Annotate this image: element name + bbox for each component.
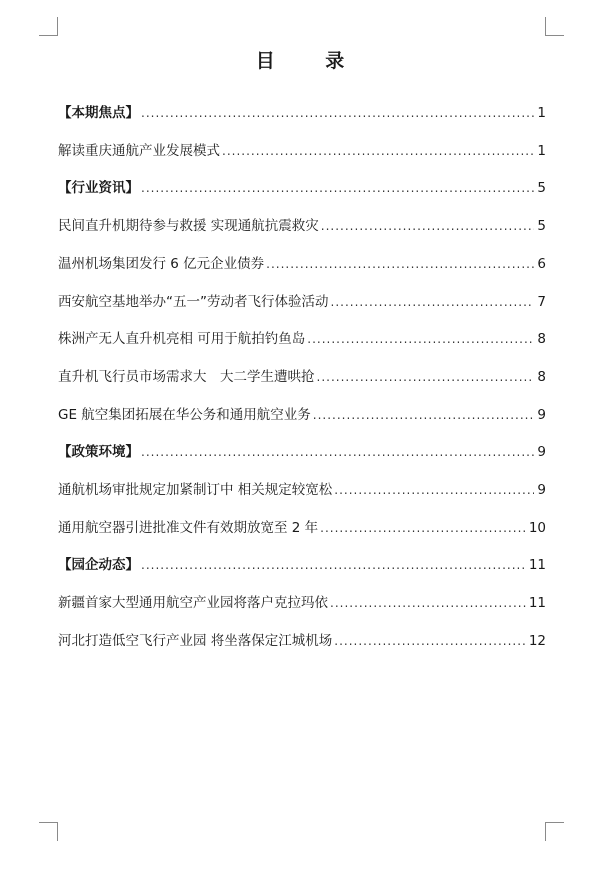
toc-dot-leader: [141, 555, 527, 575]
toc-entry-label: 新疆首家大型通用航空产业园将落户克拉玛依: [58, 595, 328, 612]
toc-dot-leader: [320, 518, 527, 538]
toc-dot-leader: [141, 103, 534, 123]
toc-section-heading[interactable]: [58, 555, 546, 575]
toc-entry[interactable]: [58, 593, 546, 613]
toc-entry-label: 温州机场集团发行 6 亿元企业债券: [58, 255, 265, 272]
toc-entry[interactable]: [58, 141, 546, 161]
toc-page-number: 5: [537, 180, 546, 197]
toc-dot-leader: [313, 405, 534, 425]
toc-page-number: 1: [537, 105, 546, 121]
toc-entry-label: 民间直升机期待参与救援 实现通航抗震救灾: [58, 218, 319, 235]
toc-dot-leader: [330, 593, 527, 613]
toc-page-number: 6: [537, 255, 546, 272]
toc-dot-leader: [321, 216, 534, 236]
toc-entry[interactable]: [58, 254, 546, 274]
toc-entry[interactable]: [58, 518, 546, 538]
toc-page-number: 1: [537, 142, 546, 159]
toc-entry-label: 株洲产无人直升机亮相 可用于航拍钓鱼岛: [58, 331, 306, 348]
toc-page-number: 9: [537, 444, 546, 461]
toc-dot-leader: [141, 442, 534, 462]
toc-entry-label: 西安航空基地举办“五一”劳动者飞行体验活动: [58, 293, 329, 310]
toc-page-number: 8: [537, 331, 546, 348]
toc-section-heading[interactable]: [58, 103, 546, 123]
toc-page-number: 5: [537, 218, 546, 235]
crop-mark-top-left: [39, 17, 58, 36]
toc-dot-leader: [222, 141, 534, 161]
toc-page-number: 11: [528, 595, 546, 612]
toc-entry-label: 河北打造低空飞行产业园 将坐落保定江城机场: [58, 632, 333, 649]
toc-dot-leader: [307, 329, 534, 349]
toc-page-number: 10: [528, 519, 546, 536]
toc-section-heading[interactable]: [58, 442, 546, 462]
toc-page-number: 9: [537, 406, 546, 423]
toc-entry-label: 解读重庆通航产业发展模式: [58, 142, 220, 159]
toc-entry-label: 直升机飞行员市场需求大 大二学生遭哄抢: [58, 368, 315, 385]
toc-entry[interactable]: [58, 631, 546, 651]
toc-entry[interactable]: [58, 329, 546, 349]
toc-page-number: 8: [537, 368, 546, 385]
crop-mark-bottom-left: [39, 822, 58, 841]
crop-mark-top-right: [545, 17, 564, 36]
toc-dot-leader: [334, 480, 534, 500]
toc-dot-leader: [331, 292, 535, 312]
toc-entry[interactable]: [58, 367, 546, 387]
toc-page-number: 9: [537, 482, 546, 498]
toc-entry-label: 通航机场审批规定加紧制订中 相关规定较宽松: [58, 482, 333, 498]
toc-dot-leader: [317, 367, 535, 387]
toc-dot-leader: [266, 254, 534, 274]
page-title: 目 录: [255, 50, 367, 72]
toc-entry-label: 通用航空器引进批准文件有效期放宽至 2 年: [58, 519, 319, 536]
toc-section-heading[interactable]: [58, 178, 546, 198]
toc-entry-label: 【行业资讯】: [58, 180, 139, 197]
toc-entry[interactable]: [58, 216, 546, 236]
toc-dot-leader: [141, 178, 534, 198]
toc-page-number: 11: [528, 557, 546, 574]
toc-entry[interactable]: [58, 292, 546, 312]
toc-page-number: 7: [537, 293, 546, 310]
toc-entry[interactable]: [58, 405, 546, 425]
toc-entry-label: 【政策环境】: [58, 444, 139, 461]
toc-page-number: 12: [528, 632, 546, 649]
crop-mark-bottom-right: [545, 822, 564, 841]
toc-entry-label: 【园企动态】: [58, 557, 139, 574]
toc-entry[interactable]: [58, 480, 546, 500]
toc-entry-label: GE 航空集团拓展在华公务和通用航空业务: [58, 406, 311, 423]
toc-entry-label: 【本期焦点】: [58, 105, 139, 121]
toc-dot-leader: [334, 631, 527, 651]
